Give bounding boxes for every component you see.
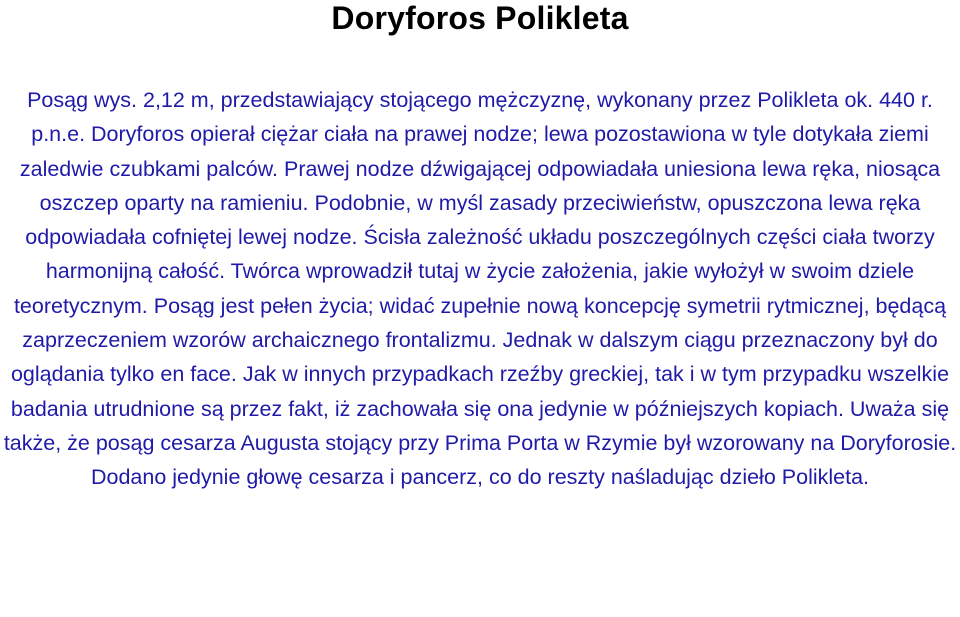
body-sentence-5: Ścisła zależność układu poszczególnych części ciała tworzy harmonijną całość. — [45, 225, 935, 284]
body-sentence-2: Doryforos opierał ciężar ciała na prawej nodze; lewa pozostawiona w tyle dotykała ziemi zaledwie czubkami palców. — [19, 122, 929, 181]
body-sentence-4: Podobnie, w myśl zasady przeciwieństw, opuszczona lewa ręka odpowiadała cofniętej lewej nodze. — [25, 190, 921, 250]
body-sentence-3: Prawej nodze dźwigającej odpowiadała uniesiona lewa ręka, niosąca oszczep oparty na ramieniu. — [39, 156, 941, 215]
body-sentence-10: Uważa się także, że posąg cesarza Augusta stojący przy Prima Porta w Rzymie był wzorowany na Doryforosie. — [3, 396, 957, 455]
slide-title: Doryforos Polikleta — [331, 0, 629, 36]
body-sentence-9: Jak w innych przypadkach rzeźby greckiej, tak i w tym przypadku wszelkie badania utrudnione są przez fakt, iż zachowała się ona jedynie w późniejszych kopiach. — [10, 362, 950, 421]
body-sentence-11: Dodano jedynie głowę cesarza i pancerz, co do reszty naśladując dzieło Polikleta. — [90, 465, 870, 490]
body-sentence-8: Jednak w dalszym ciągu przeznaczony był do oglądania tylko en face. — [10, 328, 938, 387]
body-sentence-1: Posąg wys. 2,12 m, przedstawiający stojącego mężczyznę, wykonany przez Polikleta ok. 440 r. p.n.e. — [27, 88, 933, 147]
body-sentence-7: Posąg jest pełen życia; widać zupełnie nową koncepcję symetrii rytmicznej, będącą zaprzeczeniem wzorów archaicznego frontalizmu. — [22, 293, 947, 353]
body-sentence-6: Twórca wprowadził tutaj w życie założenia, jakie wyłożył w swoim dziele teoretycznym. — [13, 259, 915, 318]
slide-body-text — [0, 83, 960, 495]
